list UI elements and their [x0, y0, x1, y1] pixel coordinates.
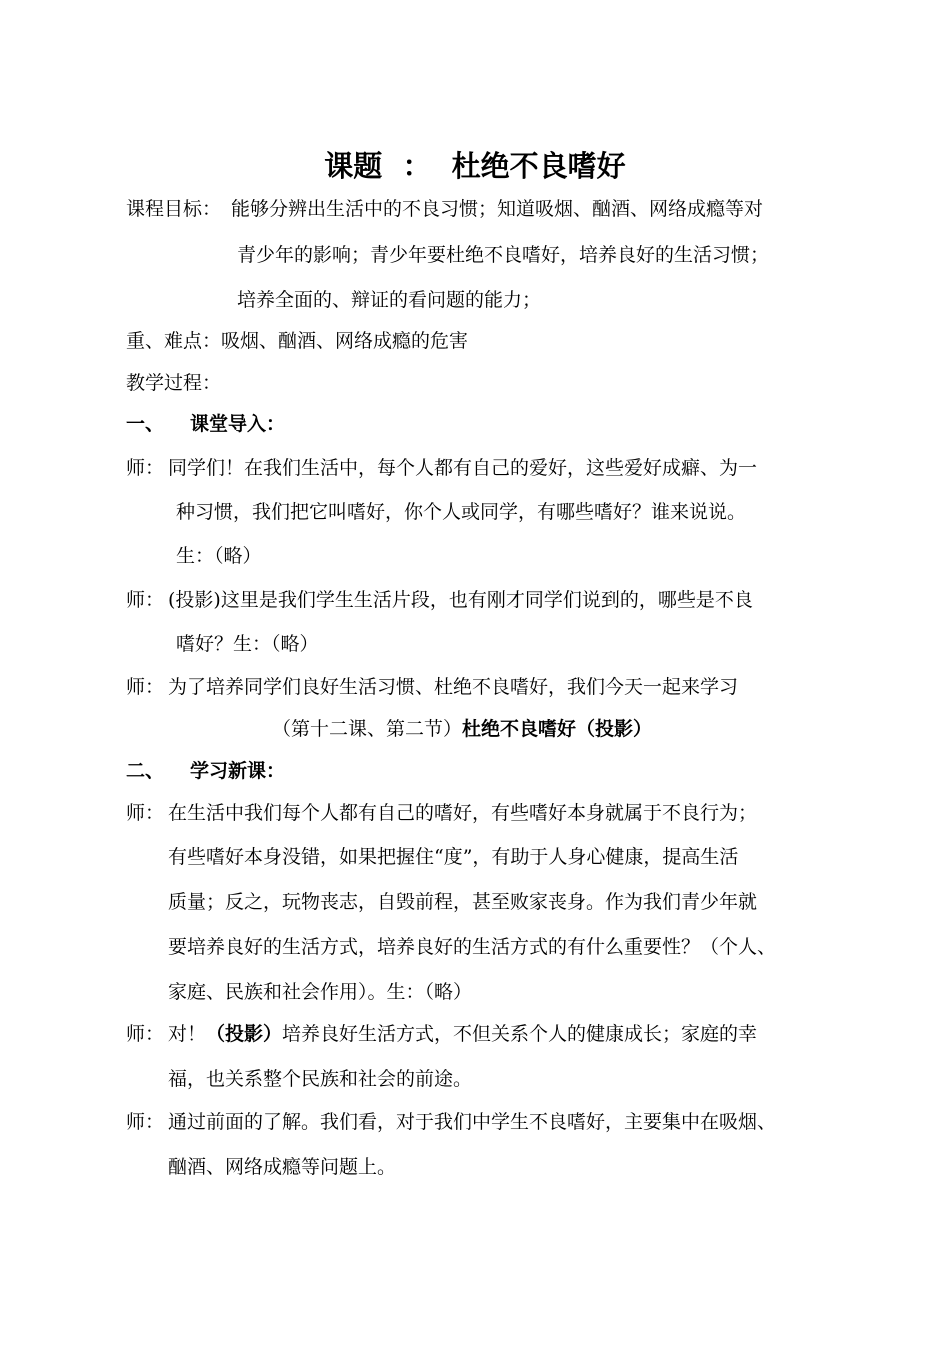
s1-p3-label: 师： — [126, 676, 165, 698]
s2-p2-projection: （投影） — [206, 1023, 283, 1045]
s2-p3-line-2: 酗酒、网络成瘾等问题上。 — [168, 1156, 397, 1178]
objectives-line-1: 能够分辨出生活中的不良习惯；知道吸烟、酗酒、网络成瘾等对 — [231, 198, 764, 220]
section-1-number: 一、 — [126, 413, 165, 435]
objectives-line-3: 培养全面的、辩证的看问题的能力； — [237, 289, 542, 311]
objectives-label: 课程目标： — [126, 198, 222, 220]
section-2-number: 二、 — [126, 760, 165, 782]
s1-p3-line-1: 为了培养同学们良好生活习惯、杜绝不良嗜好，我们今天一起来学习 — [168, 676, 739, 698]
objectives-line-2: 青少年的影响；青少年要杜绝不良嗜好，培养良好的生活习惯； — [237, 244, 770, 266]
s2-p1-line-1: 在生活中我们每个人都有自己的嗜好，有些嗜好本身就属于不良行为； — [168, 802, 758, 824]
section-1-heading: 课堂导入： — [190, 413, 286, 435]
s1-p1-label: 师： — [126, 457, 165, 479]
s1-p2-line-1: (投影)这里是我们学生生活片段，也有刚才同学们说到的，哪些是不良 — [168, 589, 753, 611]
lesson-reference: （第十二课、第二节） — [272, 718, 463, 740]
s2-p2-text: 培养良好生活方式，不但关系个人的健康成长；家庭的幸 — [282, 1023, 758, 1045]
s1-p2-label: 师： — [126, 589, 165, 611]
lesson-title-projection: 杜绝不良嗜好（投影） — [462, 718, 653, 740]
section-2-heading: 学习新课： — [190, 760, 286, 782]
page-title: 课题 ： 杜绝不良嗜好 — [324, 149, 626, 183]
s2-p1-line-3: 质量；反之，玩物丧志，自毁前程，甚至败家丧身。作为我们青少年就 — [168, 891, 758, 913]
s1-p1-line-1: 同学们！在我们生活中，每个人都有自己的爱好，这些爱好成癖、为一 — [168, 457, 758, 479]
s1-student-reply: 生：（略） — [176, 545, 262, 567]
key-points: 重、难点：吸烟、酗酒、网络成瘾的危害 — [126, 330, 469, 352]
s2-p3-line-1: 通过前面的了解。我们看，对于我们中学生不良嗜好，主要集中在吸烟、 — [168, 1111, 777, 1133]
s2-p3-label: 师： — [126, 1111, 165, 1133]
s2-p1-label: 师： — [126, 802, 165, 824]
s1-p3-line-2 — [272, 716, 652, 742]
process-label: 教学过程： — [126, 372, 222, 394]
s2-p2-exclaim: 对！ — [168, 1023, 207, 1045]
s1-p2-line-2: 嗜好？生：（略） — [176, 633, 319, 655]
s2-p1-line-2: 有些嗜好本身没错，如果把握住“度”，有助于人身心健康，提高生活 — [168, 846, 739, 868]
s2-p1-line-5: 家庭、民族和社会作用）。生：（略） — [168, 981, 473, 1003]
s1-p1-line-2: 种习惯，我们把它叫嗜好，你个人或同学，有哪些嗜好？谁来说说。 — [176, 501, 747, 523]
s2-p2-line-1 — [168, 1021, 757, 1047]
s2-p2-line-2: 福，也关系整个民族和社会的前途。 — [168, 1068, 473, 1090]
s2-p2-label: 师： — [126, 1023, 165, 1045]
s2-p1-line-4: 要培养良好的生活方式，培养良好的生活方式的有什么重要性？（个人、 — [168, 936, 777, 958]
